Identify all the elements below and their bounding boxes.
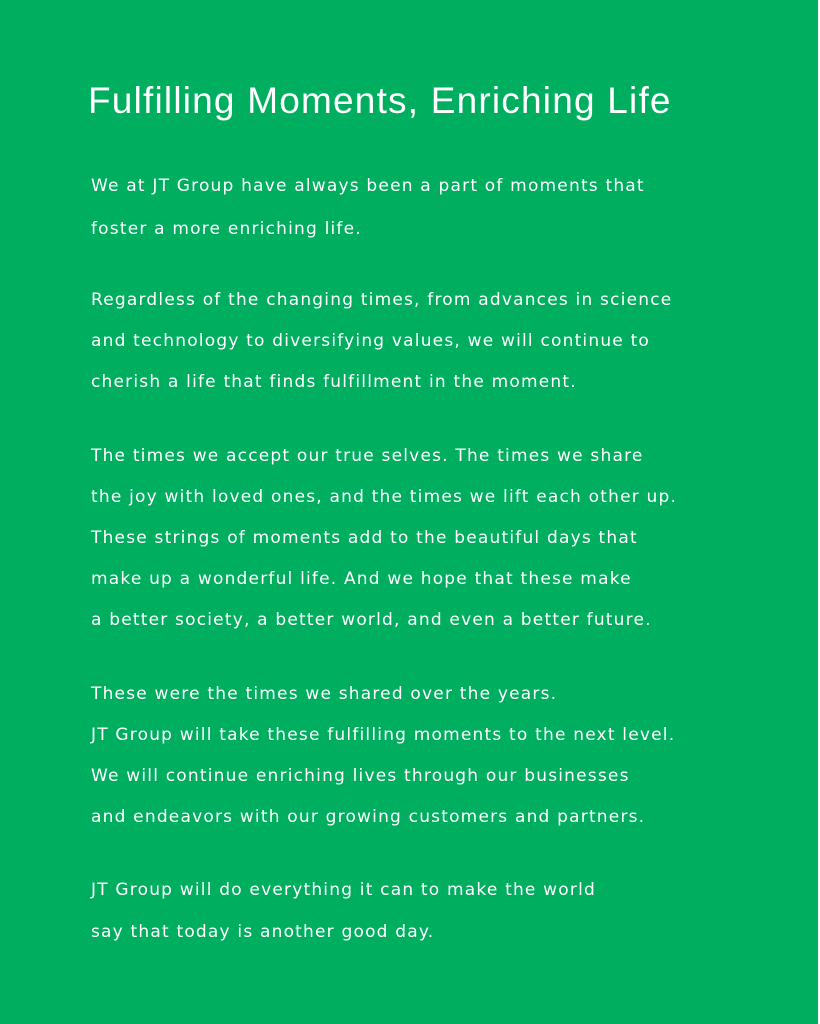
paragraph-line: the joy with loved ones, and the times we lift each other up. bbox=[91, 487, 678, 507]
paragraph-line: These were the times we shared over the years. bbox=[91, 684, 558, 704]
paragraph-line: These strings of moments add to the beautiful days that bbox=[91, 528, 638, 548]
paragraph-line: We will continue enriching lives through our businesses bbox=[91, 766, 630, 786]
paragraph-line: make up a wonderful life. And we hope that these make bbox=[91, 569, 632, 589]
paragraph-line: cherish a life that finds fulfillment in the moment. bbox=[91, 372, 577, 392]
paragraph-line: JT Group will do everything it can to make the world bbox=[91, 880, 596, 900]
paragraph-line: and endeavors with our growing customers and partners. bbox=[91, 807, 646, 827]
paragraph-line: We at JT Group have always been a part of moments that bbox=[91, 176, 645, 196]
page-title: Fulfilling Moments, Enriching Life bbox=[88, 80, 672, 121]
paragraph-line: The times we accept our true selves. The times we share bbox=[91, 446, 644, 466]
paragraph-line: say that today is another good day. bbox=[91, 922, 435, 942]
paragraph-line: and technology to diversifying values, we will continue to bbox=[91, 331, 651, 351]
paragraph-line: JT Group will take these fulfilling moments to the next level. bbox=[91, 725, 676, 745]
paragraph-line: a better society, a better world, and even a better future. bbox=[91, 610, 652, 630]
paragraph-line: Regardless of the changing times, from advances in science bbox=[91, 290, 673, 310]
paragraph-line: foster a more enriching life. bbox=[91, 219, 362, 239]
